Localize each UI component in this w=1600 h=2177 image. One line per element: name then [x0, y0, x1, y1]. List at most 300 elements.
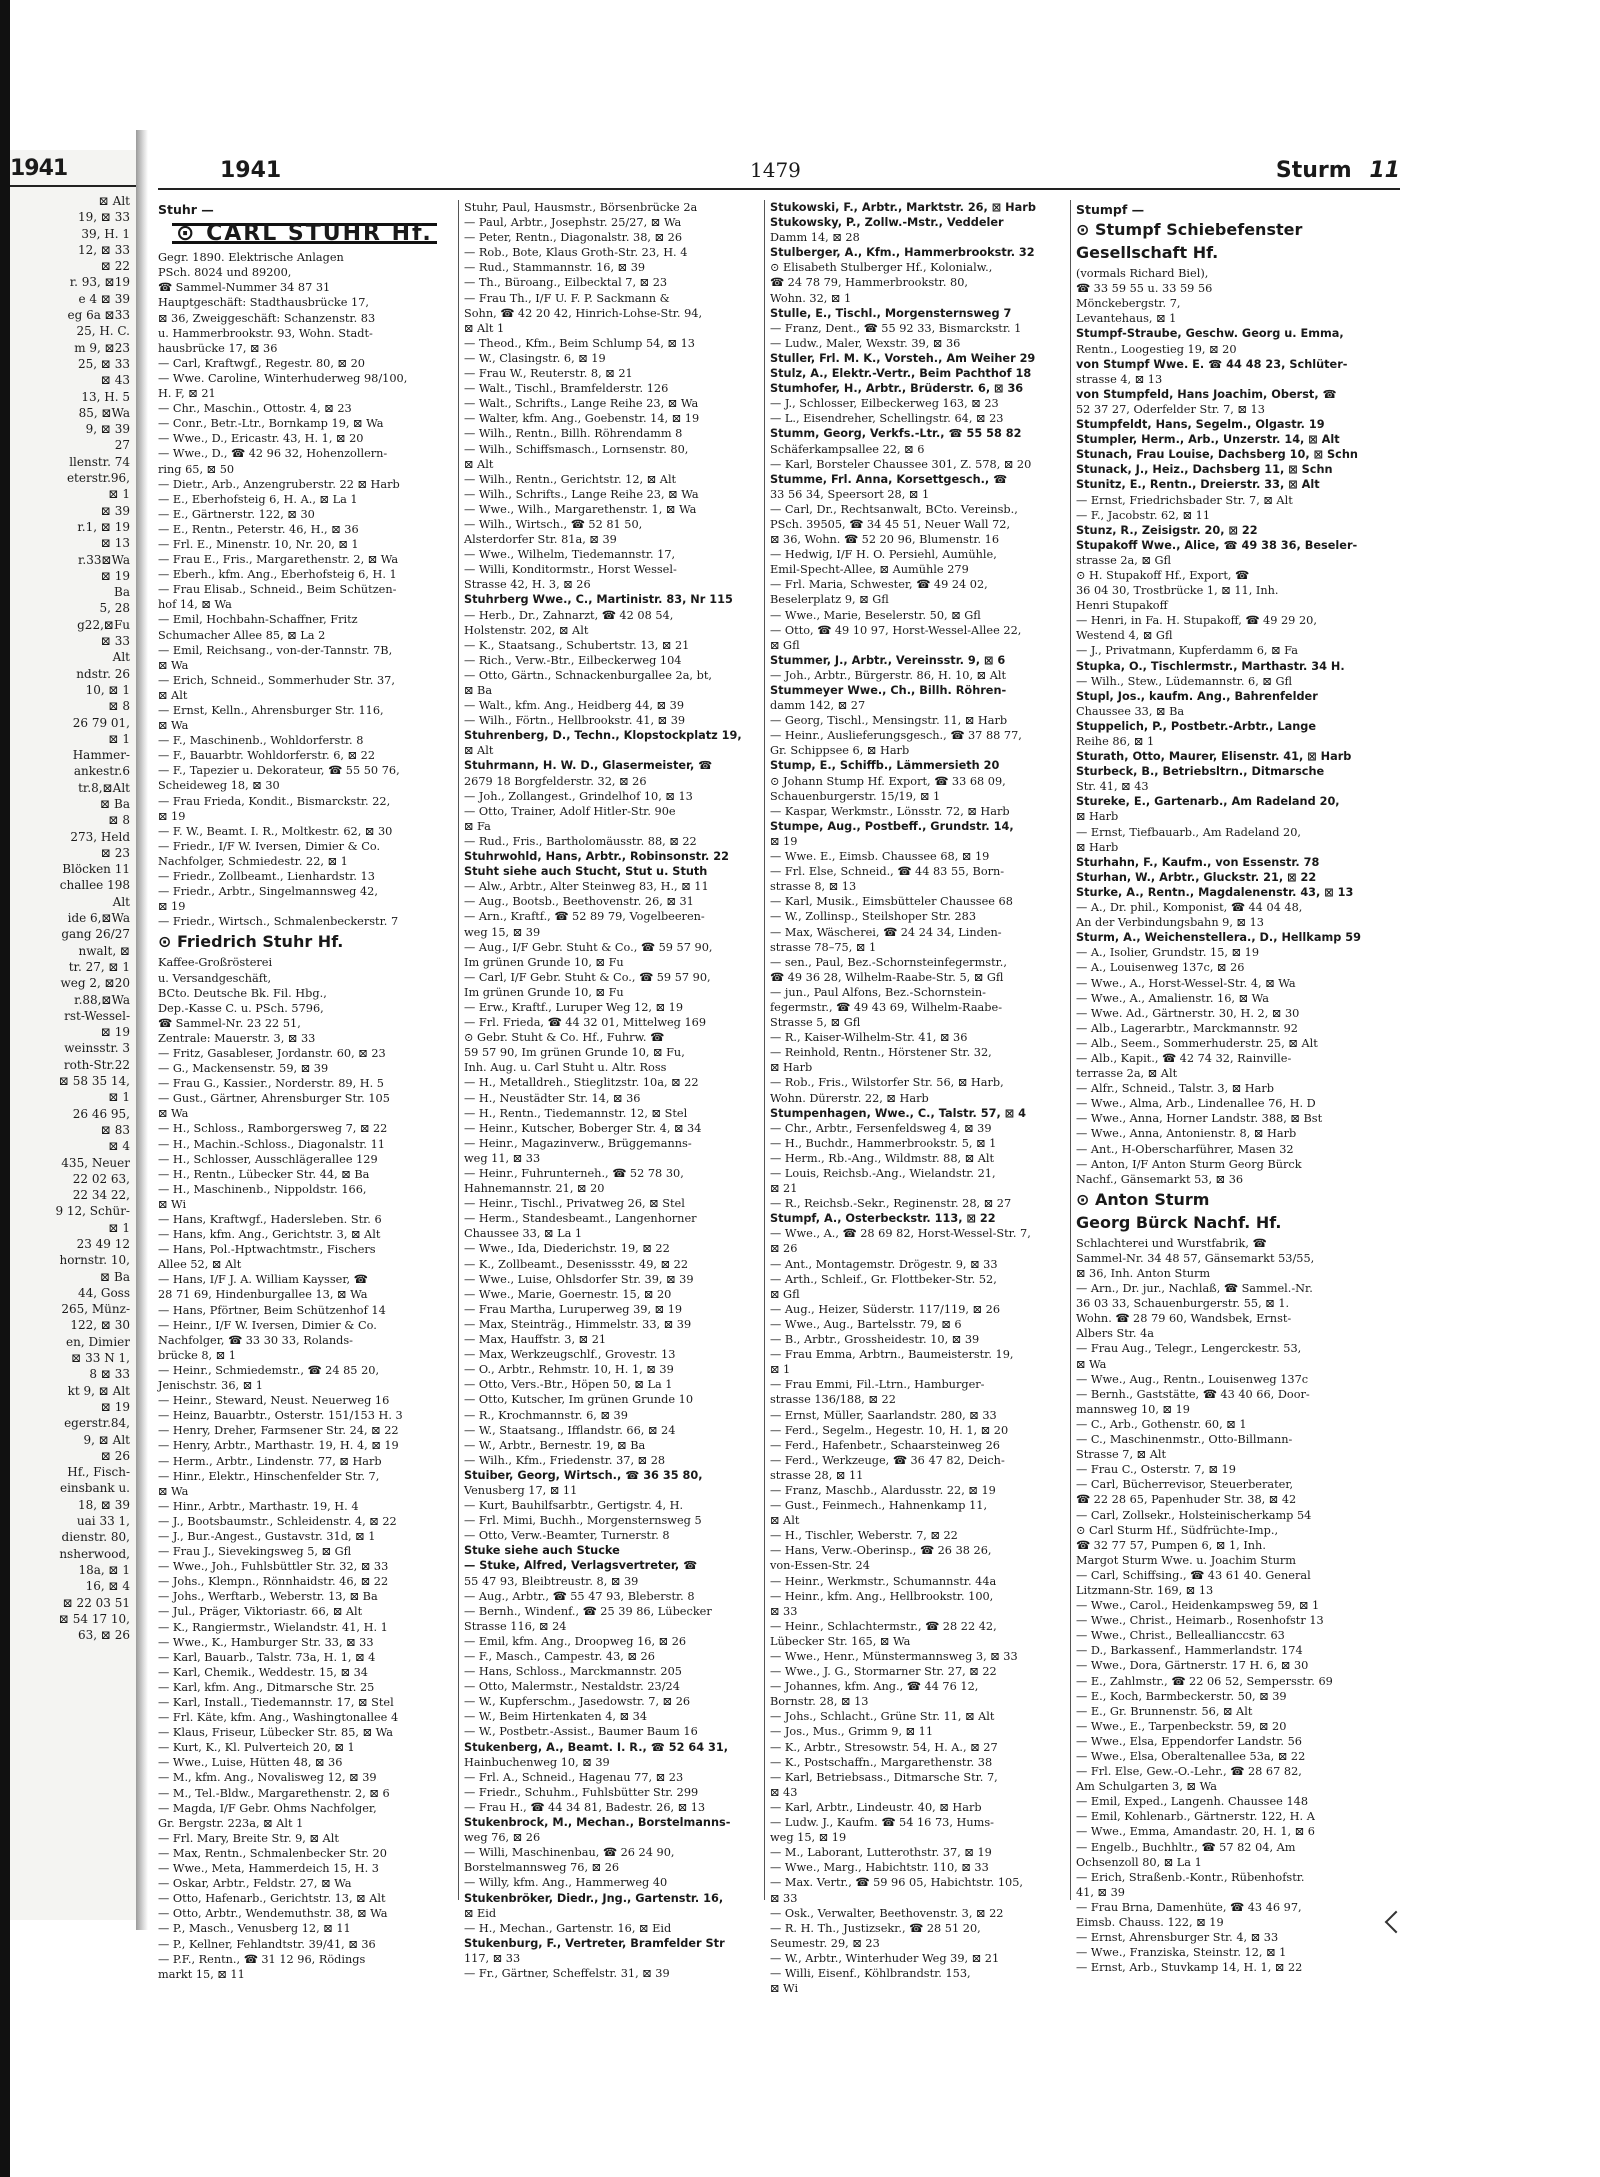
directory-entry-line: — E., Zahlmstr., ☎ 22 06 52, Sempersstr. 69 — [1076, 1674, 1333, 1688]
directory-entry-line: — H., Rentn., Lübecker Str. 44, ⊠ Ba — [158, 1167, 370, 1181]
previous-page-line: challee 198 — [59, 878, 130, 893]
directory-entry-line: — Wwe., Henr., Münstermannsweg 3, ⊠ 33 — [770, 1650, 1018, 1663]
directory-entry-line: ⊠ Harb — [1076, 810, 1119, 824]
previous-page-line: r. 93, ⊠19 — [69, 275, 130, 290]
previous-page-line: r.88,⊠Wa — [74, 992, 130, 1007]
company-advert-line: Gesellschaft Hf. — [1076, 243, 1219, 263]
directory-entry-line: — Erw., Kraftf., Luruper Weg 12, ⊠ 19 — [464, 1000, 684, 1014]
directory-entry-line: ⊠ Wa — [158, 1107, 189, 1121]
directory-entry-line: Sturath, Otto, Maurer, Elisenstr. 41, ⊠ Harb — [1076, 750, 1352, 764]
directory-entry-line: ⊠ 19 — [158, 900, 186, 914]
directory-entry-line: ring 65, ⊠ 50 — [158, 462, 235, 476]
directory-entry-line: Margot Sturm Wwe. u. Joachim Sturm — [1076, 1553, 1296, 1567]
directory-entry-line: — Ernst, Tiefbauarb., Am Radeland 20, — [1076, 825, 1302, 839]
directory-entry-line: weg 76, ⊠ 26 — [464, 1831, 541, 1845]
directory-entry-line: — Henry, Arbtr., Marthastr. 19, H. 4, ⊠ 19 — [158, 1439, 399, 1453]
directory-entry-line: — Ernst, Ahrensburger Str. 4, ⊠ 33 — [1076, 1931, 1279, 1945]
directory-entry-line: PSch. 8024 und 89200, — [158, 266, 292, 280]
previous-page-line: 12, ⊠ 33 — [77, 242, 130, 257]
directory-entry-line: Sturhahn, F., Kaufm., von Essenstr. 78 — [1076, 855, 1320, 869]
previous-page-line: 273, Held — [70, 829, 130, 844]
previous-page-line: 27 — [114, 438, 130, 453]
directory-entry-line: — Arn., Dr. jur., Nachlaß, ☎ Sammel.-Nr. — [1076, 1282, 1313, 1296]
directory-entry-line: — Frau Martha, Luruperweg 39, ⊠ 19 — [464, 1302, 683, 1316]
directory-entry-line: — E., Rentn., Peterstr. 46, H., ⊠ 36 — [158, 522, 359, 536]
directory-entry-line: ⊙ Gebr. Stuht & Co. Hf., Fuhrw. ☎ — [464, 1031, 665, 1045]
directory-entry-line: ⊠ 19 — [770, 834, 798, 848]
directory-entry-line: — Hinr., Arbtr., Marthastr. 19, H. 4 — [158, 1499, 359, 1513]
directory-entry-line: — Heinr., Fuhrunterneh., ☎ 52 78 30, — [464, 1167, 684, 1180]
directory-entry-line: Scheideweg 18, ⊠ 30 — [158, 779, 280, 793]
previous-page-line: 9, ⊠ Alt — [83, 1432, 130, 1447]
previous-page-line: eg 6a ⊠33 — [67, 308, 130, 323]
directory-entry-line: — E., Koch, Barmbeckerstr. 50, ⊠ 39 — [1076, 1689, 1287, 1703]
previous-page-line: Ba — [114, 585, 130, 600]
directory-entry-line: — Wwe., Luise, Hütten 48, ⊠ 36 — [158, 1756, 343, 1770]
previous-page-rule — [10, 185, 136, 187]
column-divider — [1070, 200, 1071, 1900]
previous-page-line: 44, Goss — [77, 1285, 130, 1300]
directory-entry-line: Stunz, R., Zeisigstr. 20, ⊠ 22 — [1076, 523, 1258, 537]
directory-entry-line: Stukowski, F., Arbtr., Marktstr. 26, ⊠ Harb — [770, 201, 1036, 214]
directory-entry-line: Litzmann-Str. 169, ⊠ 13 — [1076, 1583, 1214, 1597]
directory-entry-line: — Hans, Pol.-Hptwachtmstr., Fischers — [158, 1243, 376, 1257]
directory-entry-line: — Magda, I/F Gebr. Ohms Nachfolger, — [158, 1801, 377, 1815]
directory-entry-line: — Wwe., D., ☎ 42 96 32, Hohenzollern- — [158, 447, 388, 461]
directory-entry-line: — P., Kellner, Fehlandtstr. 39/41, ⊠ 36 — [158, 1937, 376, 1951]
directory-entry-line: — Friedr., Arbtr., Singelmannsweg 42, — [158, 885, 378, 899]
directory-entry-line: Stunitz, E., Rentn., Dreierstr. 33, ⊠ Alt — [1076, 478, 1320, 492]
directory-entry-line: — Otto, Vers.-Btr., Höpen 50, ⊠ La 1 — [464, 1378, 673, 1392]
directory-entry-line: — E., Gr. Brunnenstr. 56, ⊠ Alt — [1076, 1704, 1253, 1718]
directory-entry-line: Stulz, A., Elektr.-Vertr., Beim Pachthof 18 — [770, 367, 1032, 381]
directory-entry-line: mannsweg 10, ⊠ 19 — [1076, 1402, 1190, 1416]
directory-entry-line: — Hinr., Elektr., Hinschenfelder Str. 7, — [158, 1469, 380, 1483]
directory-entry-line: — Wwe., Marie, Goernestr. 15, ⊠ 20 — [464, 1287, 672, 1301]
directory-entry-line: Zentrale: Mauerstr. 3, ⊠ 33 — [158, 1031, 316, 1045]
previous-page-line: 22 02 63, — [72, 1171, 130, 1186]
directory-entry-line: Alsterdorfer Str. 81a, ⊠ 39 — [464, 533, 617, 547]
previous-page-line: ⊠ 33 N 1, — [71, 1351, 130, 1366]
directory-entry-line: — Hans, Pförtner, Beim Schützenhof 14 — [158, 1303, 386, 1317]
header-rule — [158, 188, 1400, 190]
directory-entry-line: — Frau J., Sievekingsweg 5, ⊠ Gfl — [158, 1545, 352, 1559]
directory-entry-line: — Wwe., Franziska, Steinstr. 12, ⊠ 1 — [1076, 1946, 1287, 1960]
directory-entry-line: — Karl, Borsteler Chaussee 301, Z. 578, ⊠ 20 — [770, 457, 1032, 471]
directory-entry-line: — F., Jacobstr. 62, ⊠ 11 — [1076, 508, 1211, 522]
directory-entry-line: — Friedr., Wirtsch., Schmalenbeckerstr. 7 — [158, 915, 399, 929]
directory-entry-line: — Carl, I/F Gebr. Stuht & Co., ☎ 59 57 90, — [464, 970, 711, 984]
directory-entry-line: ⊠ 43 — [770, 1785, 798, 1799]
directory-entry-line: — Ferd., Segelm., Hegestr. 10, H. 1, ⊠ 20 — [770, 1423, 1009, 1437]
directory-entry-line: — Fr., Gärtner, Scheffelstr. 31, ⊠ 39 — [464, 1966, 670, 1980]
directory-entry-line: ⊠ Harb — [1076, 840, 1119, 854]
directory-entry-line: — Friedr., I/F W. Iversen, Dimier & Co. — [158, 839, 381, 853]
directory-entry-line: — Arth., Schleif., Gr. Flottbeker-Str. 52, — [770, 1272, 997, 1286]
directory-entry-line: — Alw., Arbtr., Alter Steinweg 83, H., ⊠ 11 — [464, 880, 709, 894]
directory-entry-line: Stumpfeldt, Hans, Segelm., Olgastr. 19 — [1076, 418, 1325, 432]
directory-entry-line: — Frau Emmi, Fil.-Ltrn., Hamburger- — [770, 1378, 985, 1392]
previous-page-line: ⊠ 22 03 51 — [62, 1595, 130, 1610]
directory-entry-line: — W., Zollinsp., Steilshoper Str. 283 — [770, 910, 977, 924]
directory-entry-line: — Alfr., Schneid., Talstr. 3, ⊠ Harb — [1076, 1082, 1275, 1096]
header-page-number: 1479 — [750, 158, 801, 182]
directory-entry-line: — Jos., Mus., Grimm 9, ⊠ 11 — [770, 1725, 934, 1739]
directory-entry-line: — Joh., Arbtr., Bürgerstr. 86, H. 10, ⊠ Alt — [770, 668, 1007, 682]
directory-entry-line: Henri Stupakoff — [1076, 599, 1168, 613]
directory-entry-line: — Hans, Schloss., Marckmannstr. 205 — [464, 1665, 682, 1679]
directory-entry-line: — Wwe., A., Amalienstr. 16, ⊠ Wa — [1076, 991, 1270, 1005]
directory-column-3 — [770, 200, 1066, 1996]
directory-entry-line: — Emil, Hochbahn-Schaffner, Fritz — [158, 613, 358, 627]
previous-page-line: ⊠ 39 — [100, 503, 130, 518]
directory-entry-line: — Carl, Kraftwgf., Regestr. 80, ⊠ 20 — [158, 356, 365, 370]
previous-page-line: ⊠ 1 — [108, 1090, 130, 1105]
directory-entry-line: — P., Masch., Venusberg 12, ⊠ 11 — [158, 1922, 351, 1936]
previous-page-line: hornstr. 10, — [59, 1253, 130, 1268]
directory-entry-line: ⊠ Alt — [158, 688, 188, 702]
directory-entry-line: ⊠ Fa — [464, 819, 491, 833]
directory-entry-line: — Fritz, Gasableser, Jordanstr. 60, ⊠ 23 — [158, 1046, 386, 1060]
directory-entry-line: — W., Arbtr., Winterhuder Weg 39, ⊠ 21 — [770, 1951, 1000, 1965]
directory-entry-line: — Th., Büroang., Eilbecktal 7, ⊠ 23 — [464, 276, 668, 290]
directory-entry-line: ☎ 49 36 28, Wilhelm-Raabe-Str. 5, ⊠ Gfl — [770, 970, 1004, 984]
directory-entry-line: 52 37 27, Oderfelder Str. 7, ⊠ 13 — [1076, 402, 1265, 416]
directory-entry-line: Stuht siehe auch Stucht, Stut u. Stuth — [464, 865, 708, 879]
directory-entry-line: — Wilh., Schrifts., Lange Reihe 23, ⊠ Wa — [464, 487, 699, 501]
directory-entry-line: Stunach, Frau Louise, Dachsberg 10, ⊠ Schn — [1076, 448, 1358, 462]
directory-entry-line: — Emil, Reichsang., von-der-Tannstr. 7B, — [158, 643, 393, 657]
directory-entry-line: — Peter, Rentn., Diagonalstr. 38, ⊠ 26 — [464, 231, 683, 245]
directory-entry-line: — Kaspar, Werkmstr., Lönsstr. 72, ⊠ Harb — [770, 804, 1010, 818]
directory-entry-line: — Aug., I/F Gebr. Stuht & Co., ☎ 59 57 90, — [464, 940, 713, 954]
directory-entry-line: — Frau Frieda, Kondit., Bismarckstr. 22, — [158, 794, 391, 808]
directory-entry-line: ⊠ Wa — [158, 1484, 189, 1498]
directory-entry-line: Str. 41, ⊠ 43 — [1076, 780, 1149, 794]
directory-entry-line: — Wilh., Kfm., Friedenstr. 37, ⊠ 28 — [464, 1453, 666, 1467]
directory-entry-line: Stuiber, Georg, Wirtsch., ☎ 36 35 80, — [464, 1468, 703, 1482]
directory-entry-line: — Bernh., Windenf., ☎ 25 39 86, Lübecker — [464, 1604, 712, 1618]
directory-entry-line: PSch. 39505, ☎ 34 45 51, Neuer Wall 72, — [770, 517, 1011, 531]
directory-entry-line: Sammel-Nr. 34 48 57, Gänsemarkt 53/55, — [1076, 1251, 1315, 1265]
directory-entry-line: — H., Neustädter Str. 14, ⊠ 36 — [464, 1091, 641, 1105]
directory-entry-line: 28 71 69, Hindenburgallee 13, ⊠ Wa — [158, 1288, 368, 1302]
previous-page-line: 85, ⊠Wa — [78, 405, 130, 420]
directory-entry-line: ⊠ 36, Zweiggeschäft: Schanzenstr. 83 — [158, 311, 376, 325]
previous-page-line: ⊠ 1 — [108, 1220, 130, 1235]
previous-page-line: ndstr. 26 — [76, 666, 130, 681]
directory-entry-line: 2679 18 Borgfelderstr. 32, ⊠ 26 — [464, 774, 647, 788]
previous-page-line: dienstr. 80, — [61, 1530, 130, 1545]
directory-entry-line: Stuke siehe auch Stucke — [464, 1544, 620, 1558]
directory-entry-line: — Walt., Schrifts., Lange Reihe 23, ⊠ Wa — [464, 397, 699, 411]
directory-entry-line: — A., Dr. phil., Komponist, ☎ 44 04 48, — [1076, 901, 1303, 915]
directory-entry-line: Allee 52, ⊠ Alt — [158, 1258, 242, 1272]
directory-entry-line: Stukenberg, A., Beamt. I. R., ☎ 52 64 31, — [464, 1740, 729, 1754]
directory-entry-line: Im grünen Grunde 10, ⊠ Fu — [464, 955, 624, 969]
company-advert-line: ⊙ Anton Sturm — [1076, 1189, 1210, 1209]
directory-entry-line: 55 47 93, Bleibtreustr. 8, ⊠ 39 — [464, 1574, 639, 1588]
directory-entry-line: — Ludw., Maler, Wexstr. 39, ⊠ 36 — [770, 336, 961, 350]
directory-entry-line: Wohn. Dürerstr. 22, ⊠ Harb — [770, 1091, 929, 1105]
directory-entry-line: terrasse 2a, ⊠ Alt — [1076, 1067, 1178, 1081]
directory-entry-line: — Frau Brna, Damenhüte, ☎ 43 46 97, — [1076, 1900, 1302, 1914]
directory-column-1 — [158, 200, 454, 1981]
directory-entry-line: 33 56 34, Speersort 28, ⊠ 1 — [770, 487, 930, 501]
directory-entry-line: — R., Reichsb.-Sekr., Reginenstr. 28, ⊠ 27 — [770, 1197, 1012, 1211]
directory-entry-line: ☎ Sammel-Nr. 23 22 51, — [158, 1016, 301, 1030]
directory-entry-line: — Wwe., Ida, Diederichstr. 19, ⊠ 22 — [464, 1242, 670, 1256]
directory-entry-line: — W., Clasingstr. 6, ⊠ 19 — [464, 351, 606, 365]
directory-entry-line: — Herm., Arbtr., Lindenstr. 77, ⊠ Harb — [158, 1454, 382, 1468]
directory-entry-line: — Friedr., Schuhm., Fuhlsbütter Str. 299 — [464, 1785, 699, 1799]
directory-entry-line: — Wilh., Förtn., Hellbrookstr. 41, ⊠ 39 — [464, 714, 686, 728]
previous-page-line: 8 ⊠ 33 — [89, 1367, 130, 1382]
directory-entry-line: von Stumpfeld, Hans Joachim, Oberst, ☎ — [1076, 387, 1337, 401]
directory-entry-line: — Klaus, Friseur, Lübecker Str. 85, ⊠ Wa — [158, 1726, 394, 1740]
previous-page-strip — [10, 150, 136, 1920]
directory-entry-line: — Wwe., Marie, Beselerstr. 50, ⊠ Gfl — [770, 608, 981, 622]
directory-entry-line: Nachf., Gänsemarkt 53, ⊠ 36 — [1076, 1172, 1244, 1186]
directory-entry-line: — Herm., Standesbeamt., Langenhorner — [464, 1212, 697, 1226]
previous-page-line: Hammer- — [72, 748, 130, 763]
directory-entry-line: — F. W., Beamt. I. R., Moltkestr. 62, ⊠ 30 — [158, 824, 393, 838]
directory-entry-line: Gegr. 1890. Elektrische Anlagen — [158, 251, 344, 265]
directory-entry-line: Strasse 7, ⊠ Alt — [1076, 1448, 1167, 1462]
directory-entry-line: — Johs., Werftarb., Weberstr. 13, ⊠ Ba — [158, 1590, 378, 1604]
directory-entry-line: — F., Bauarbtr. Wohldorferstr. 6, ⊠ 22 — [158, 749, 376, 763]
previous-page-line: 435, Neuer — [61, 1155, 130, 1170]
directory-entry-line: Westend 4, ⊠ Gfl — [1076, 629, 1173, 643]
directory-entry-line: — Frau Aug., Telegr., Lengerckestr. 53, — [1076, 1342, 1302, 1356]
header-name-text: Sturm — [1275, 158, 1352, 183]
directory-entry-line: — Frau E., Fris., Margarethenstr. 2, ⊠ Wa — [158, 553, 399, 567]
directory-entry-line: — R., Krochmannstr. 6, ⊠ 39 — [464, 1408, 628, 1422]
directory-entry-line: Hauptgeschäft: Stadthausbrücke 17, — [158, 296, 369, 310]
directory-entry-line: — Kurt, K., Kl. Pulverteich 20, ⊠ 1 — [158, 1741, 355, 1755]
directory-entry-line: — Emil, Exped., Langenh. Chaussee 148 — [1076, 1795, 1309, 1809]
directory-entry-line: — Franz, Maschb., Alardusstr. 22, ⊠ 19 — [770, 1483, 996, 1497]
directory-entry-line: Eimsb. Chauss. 122, ⊠ 19 — [1076, 1916, 1224, 1930]
directory-entry-line: — Wwe., Joh., Fuhlsbüttler Str. 32, ⊠ 33 — [158, 1560, 389, 1574]
directory-entry-line: — Frl. A., Schneid., Hagenau 77, ⊠ 23 — [464, 1770, 684, 1784]
directory-entry-line: — Herb., Dr., Zahnarzt, ☎ 42 08 54, — [464, 608, 674, 622]
directory-entry-line: — Otto, Verw.-Beamter, Turnerstr. 8 — [464, 1529, 670, 1543]
previous-page-line: ⊠ 43 — [100, 373, 130, 388]
directory-entry-line: — Frl. E., Minenstr. 10, Nr. 20, ⊠ 1 — [158, 537, 359, 551]
directory-entry-line: ⊠ Ba — [464, 684, 493, 697]
previous-page-line: weg 2, ⊠20 — [60, 976, 130, 991]
column-heading: Stumpf — — [1076, 202, 1145, 217]
directory-entry-line: Seumestr. 29, ⊠ 23 — [770, 1936, 880, 1950]
directory-entry-line: — Erich, Schneid., Sommerhuder Str. 37, — [158, 673, 395, 687]
directory-entry-line: ⊠ 36, Inh. Anton Sturm — [1076, 1267, 1211, 1280]
directory-entry-line: Stukenbrock, M., Mechan., Borstelmanns- — [464, 1816, 731, 1830]
directory-entry-line: weg 11, ⊠ 33 — [464, 1151, 541, 1165]
previous-page-line: ⊠ 26 — [100, 1448, 130, 1463]
directory-entry-line: ☎ 22 28 65, Papenhuder Str. 38, ⊠ 42 — [1076, 1493, 1297, 1507]
directory-entry-line: — Karl, Arbtr., Lindeustr. 40, ⊠ Harb — [770, 1800, 982, 1814]
directory-entry-line: — Carl, Bücherrevisor, Steuerberater, — [1076, 1478, 1294, 1492]
directory-entry-line: — J., Privatmann, Kupferdamm 6, ⊠ Fa — [1076, 644, 1298, 658]
directory-entry-line: — Joh., Zollangest., Grindelhof 10, ⊠ 13 — [464, 789, 693, 803]
directory-entry-line: — Frl. Mary, Breite Str. 9, ⊠ Alt — [158, 1831, 339, 1845]
directory-entry-line: — Frl. Frieda, ☎ 44 32 01, Mittelweg 169 — [464, 1016, 707, 1030]
directory-entry-line: ☎ 24 78 79, Hammerbrookstr. 80, — [770, 276, 968, 290]
directory-entry-line: u. Versandgeschäft, — [158, 971, 272, 985]
previous-page-line: rst-Wessel- — [64, 1008, 130, 1023]
previous-page-line: 5, 28 — [99, 601, 130, 616]
previous-page-line: ⊠ 8 — [108, 699, 130, 714]
directory-entry-line: — Emil, Kohlenarb., Gärtnerstr. 122, H. A — [1076, 1810, 1315, 1824]
directory-entry-line: ⊠ 1 — [770, 1363, 791, 1377]
directory-entry-line: — Otto, Kutscher, Im grünen Grunde 10 — [464, 1393, 694, 1407]
directory-entry-line: Wohn. 32, ⊠ 1 — [770, 291, 852, 305]
directory-entry-line: — Hans, Kraftwgf., Hadersleben. Str. 6 — [158, 1213, 382, 1226]
directory-entry-line: ⊠ Gfl — [770, 1287, 800, 1301]
previous-page-line: gang 26/27 — [61, 927, 130, 942]
directory-entry-line: Chaussee 33, ⊠ La 1 — [464, 1227, 583, 1241]
directory-entry-line: — F., Maschinenb., Wohldorferstr. 8 — [158, 734, 364, 748]
directory-entry-line: — W., Postbetr.-Assist., Baumer Baum 16 — [464, 1725, 698, 1739]
directory-entry-line: — Karl, Betriebsass., Ditmarsche Str. 7, — [770, 1770, 998, 1784]
page-header — [150, 150, 1400, 186]
directory-entry-line: 36 03 33, Schauenburgerstr. 55, ⊠ 1. — [1076, 1297, 1290, 1311]
directory-entry-line: — Wwe., J. G., Stormarner Str. 27, ⊠ 22 — [770, 1665, 997, 1679]
previous-page-line: ⊠ 19 — [100, 568, 130, 583]
previous-page-line: 16, ⊠ 4 — [85, 1579, 130, 1594]
directory-entry-line: markt 15, ⊠ 11 — [158, 1967, 245, 1981]
directory-entry-line: Reihe 86, ⊠ 1 — [1076, 735, 1155, 748]
directory-entry-line: — Wwe., E., Tarpenbeckstr. 59, ⊠ 20 — [1076, 1719, 1287, 1733]
directory-entry-line: Schumacher Allee 85, ⊠ La 2 — [158, 628, 326, 642]
directory-entry-line: — Johs., Klempn., Rönnhaidstr. 46, ⊠ 22 — [158, 1575, 389, 1589]
directory-entry-line: Nachfolger, ☎ 33 30 33, Rolands- — [158, 1333, 354, 1347]
column-divider — [458, 200, 459, 1900]
directory-entry-line: — Wilh., Wirtsch., ☎ 52 81 50, — [464, 517, 643, 531]
directory-entry-line: — Emil, kfm. Ang., Droopweg 16, ⊠ 26 — [464, 1634, 687, 1648]
previous-page-line: nwalt, ⊠ — [78, 943, 130, 958]
directory-entry-line: Stupl, Jos., kaufm. Ang., Bahrenfelder — [1076, 689, 1318, 703]
directory-entry-line: ⊠ Harb — [770, 1061, 813, 1075]
directory-entry-line: — Alb., Kapit., ☎ 42 74 32, Rainville- — [1076, 1051, 1292, 1065]
directory-entry-line: — P.F., Rentn., ☎ 31 12 96, Rödings — [158, 1952, 366, 1966]
directory-entry-line: — Johs., Schlacht., Grüne Str. 11, ⊠ Alt — [770, 1710, 995, 1724]
directory-entry-line: ⊠ 33 — [770, 1891, 798, 1905]
directory-entry-line: — Wwe., D., Ericastr. 43, H. 1, ⊠ 20 — [158, 432, 364, 446]
directory-entry-line: Strasse 116, ⊠ 24 — [464, 1619, 567, 1633]
directory-entry-line: strasse 4, ⊠ 13 — [1076, 372, 1163, 386]
directory-entry-line: — B., Arbtr., Grossheidestr. 10, ⊠ 39 — [770, 1333, 980, 1347]
previous-page-line: ⊠ Alt — [98, 194, 130, 208]
directory-entry-line: — Arn., Kraftf., ☎ 52 89 79, Vogelbeeren- — [464, 910, 705, 924]
directory-entry-line: — E., Gärtnerstr. 122, ⊠ 30 — [158, 507, 315, 521]
previous-page-line: Hf., Fisch- — [67, 1465, 130, 1480]
directory-entry-line: — Frl. Else, Gew.-O.-Lehr., ☎ 28 67 82, — [1076, 1765, 1302, 1779]
directory-entry-line: — Frau W., Reuterstr. 8, ⊠ 21 — [464, 367, 633, 381]
directory-entry-line: Schauenburgerstr. 15/19, ⊠ 1 — [770, 789, 941, 803]
directory-entry-line: — L., Eisendreher, Schellingstr. 64, ⊠ 23 — [770, 412, 1004, 426]
directory-entry-line: Stuppelich, P., Postbetr.-Arbtr., Lange — [1076, 719, 1316, 733]
directory-entry-line: von-Essen-Str. 24 — [770, 1559, 870, 1573]
directory-entry-line: — H., Buchdr., Hammerbrookstr. 5, ⊠ 1 — [770, 1136, 997, 1150]
directory-entry-line: — Wwe., Emma, Amandastr. 20, H. 1, ⊠ 6 — [1076, 1825, 1315, 1839]
directory-entry-line: — Ant., H-Oberscharführer, Masen 32 — [1076, 1142, 1294, 1156]
directory-entry-line: — Wwe. Caroline, Winterhuderweg 98/100, — [158, 371, 408, 385]
directory-entry-line: — Max, Werkzeugschlf., Grovestr. 13 — [464, 1348, 676, 1362]
directory-entry-line: — Carl, Zollsekr., Holsteinischerkamp 54 — [1076, 1508, 1312, 1522]
directory-entry-line: — K., Postschaffn., Margarethenstr. 38 — [770, 1755, 993, 1769]
directory-entry-line: — Frau G., Kassier., Norderstr. 89, H. 5 — [158, 1077, 384, 1091]
directory-entry-line: — Wwe. Ad., Gärtnerstr. 30, H. 2, ⊠ 30 — [1076, 1006, 1300, 1020]
directory-entry-line: — Anton, I/F Anton Sturm Georg Bürck — [1076, 1157, 1302, 1171]
directory-entry-line: — H., Tischler, Weberstr. 7, ⊠ 22 — [770, 1529, 958, 1543]
directory-entry-line: Strasse 42, H. 3, ⊠ 26 — [464, 578, 591, 592]
previous-page-line: 10, ⊠ 1 — [85, 682, 130, 697]
previous-page-line: ⊠ Ba — [100, 1269, 130, 1284]
directory-entry-line: Dep.-Kasse C. u. PSch. 5796, — [158, 1001, 324, 1015]
directory-entry-line: — Wwe., Aug., Rentn., Louisenweg 137c — [1076, 1372, 1309, 1386]
previous-page-line: ⊠ 1 — [108, 487, 130, 502]
directory-entry-line: Stukenbröker, Diedr., Jng., Gartenstr. 16, — [464, 1891, 724, 1905]
directory-entry-line: Sturm, A., Weichenstellera., D., Hellkamp 59 — [1076, 931, 1361, 945]
directory-entry-line: ☎ 33 59 55 u. 33 59 56 — [1076, 282, 1213, 296]
directory-entry-line: ⊠ Alt — [464, 457, 494, 471]
directory-entry-line: ⊠ 26 — [770, 1242, 798, 1256]
directory-entry-line: Strasse 5, ⊠ Gfl — [770, 1016, 861, 1030]
previous-page-line: ⊠ 4 — [108, 1139, 130, 1154]
directory-entry-line: — R., Kaiser-Wilhelm-Str. 41, ⊠ 36 — [770, 1031, 968, 1045]
previous-page-line: roth-Str.22 — [63, 1057, 130, 1072]
previous-page-line: ⊠ 1 — [108, 731, 130, 746]
directory-page — [150, 150, 1400, 1996]
directory-entry-line: Ochsenzoll 80, ⊠ La 1 — [1076, 1855, 1202, 1869]
directory-entry-line: — jun., Paul Alfons, Bez.-Schornstein- — [770, 985, 986, 999]
previous-page-line: g22,⊠Fu — [77, 617, 130, 632]
directory-entry-line: ⊙ Johann Stump Hf. Export, ☎ 33 68 09, — [770, 774, 1006, 788]
directory-entry-line: — Aug., Arbtr., ☎ 55 47 93, Bleberstr. 8 — [464, 1589, 695, 1603]
directory-entry-line: Sturhan, W., Arbtr., Gluckstr. 21, ⊠ 22 — [1076, 870, 1317, 884]
previous-page-line: 9, ⊠ 39 — [85, 422, 130, 437]
directory-entry-line: — Wwe., A., ☎ 28 69 82, Horst-Wessel-Str. 7, — [770, 1227, 1031, 1241]
directory-entry-line: brücke 8, ⊠ 1 — [158, 1348, 236, 1362]
directory-entry-line: — K., Rangiermstr., Wielandstr. 41, H. 1 — [158, 1620, 388, 1634]
directory-entry-line: Stukenburg, F., Vertreter, Bramfelder Str — [464, 1936, 725, 1950]
directory-entry-line: — Wwe., Anna, Horner Landstr. 388, ⊠ Bst — [1076, 1112, 1323, 1126]
directory-entry-line: — Henri, in Fa. H. Stupakoff, ☎ 49 29 20, — [1076, 614, 1317, 628]
previous-page-line: 19, ⊠ 33 — [77, 210, 130, 225]
previous-page-line: 26 46 95, — [72, 1106, 130, 1121]
directory-entry-line: Gr. Bergstr. 223a, ⊠ Alt 1 — [158, 1816, 304, 1830]
previous-page-line: ⊠ 33 — [100, 634, 130, 649]
directory-entry-line: — Alb., Lagerarbtr., Marckmannstr. 92 — [1076, 1021, 1298, 1035]
directory-entry-line: H. F, ⊠ 21 — [158, 387, 216, 401]
directory-entry-line: 59 57 90, Im grünen Grunde 10, ⊠ Fu, — [464, 1046, 685, 1060]
previous-page-year: 1941 — [10, 156, 68, 181]
directory-entry-line: Chaussee 33, ⊠ Ba — [1076, 704, 1185, 718]
directory-entry-line: — F., Tapezier u. Dekorateur, ☎ 55 50 76, — [158, 764, 400, 778]
directory-entry-line: — Heinr., Schmiedemstr., ☎ 24 85 20, — [158, 1363, 380, 1377]
scan-edge — [0, 0, 10, 2177]
previous-page-line: nsherwood, — [59, 1546, 130, 1561]
previous-page-line: ⊠ 19 — [100, 1399, 130, 1414]
directory-entry-line: An der Verbindungsbahn 9, ⊠ 13 — [1076, 916, 1264, 930]
directory-entry-line: — Chr., Arbtr., Fersenfeldsweg 4, ⊠ 39 — [770, 1121, 992, 1135]
previous-page-line: 18, ⊠ 39 — [77, 1497, 130, 1512]
previous-page-line: 23 49 12 — [76, 1237, 130, 1251]
directory-entry-line: — Engelb., Buchhltr., ☎ 57 82 04, Am — [1076, 1840, 1296, 1854]
directory-entry-line: — Ludw. J., Kaufm. ☎ 54 16 73, Hums- — [770, 1816, 994, 1830]
